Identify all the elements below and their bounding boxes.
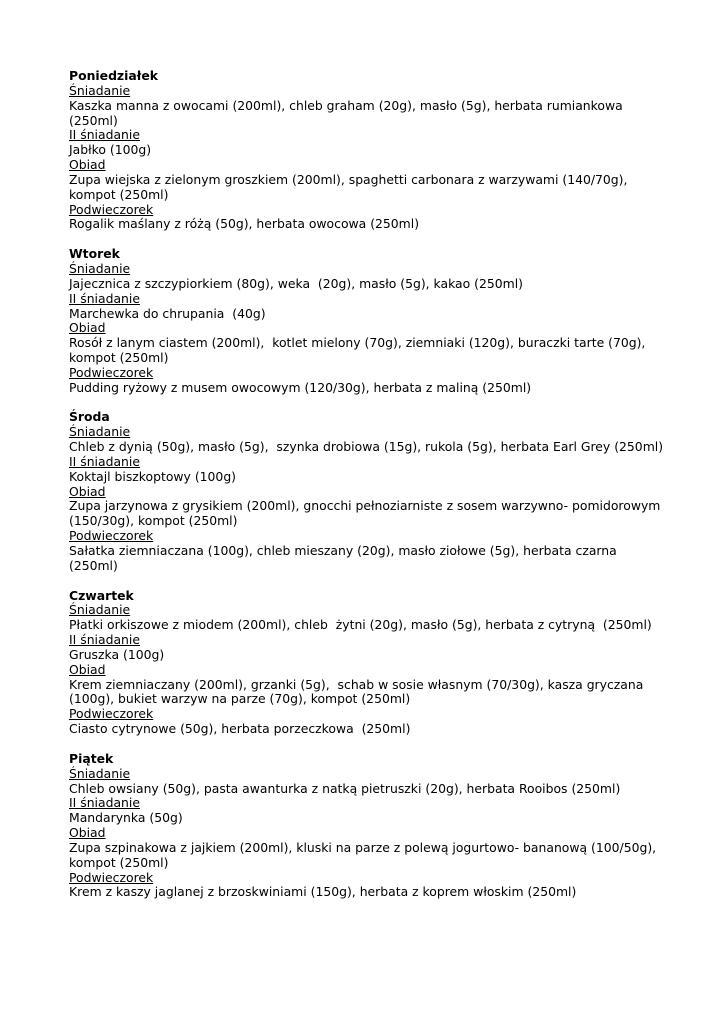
day-friday: [69, 752, 669, 900]
meal-text-snack: Rogalik maślany z różą (50g), herbata owocowa (250ml): [69, 216, 420, 232]
meal-text-lunch: Krem ziemniaczany (200ml), grzanki (5g), schab w sosie własnym (70/30g), kasza gryczana (100g), bukiet warzyw na parze (70g), kompot (250ml): [69, 676, 648, 707]
meal-label-breakfast: Śniadanie: [69, 765, 131, 781]
meal-label-lunch: Obiad: [69, 320, 106, 336]
meal-label-breakfast: Śniadanie: [69, 260, 131, 276]
meal-label-second-breakfast: II śniadanie: [69, 795, 140, 811]
menu-document: [69, 69, 669, 915]
meal-label-snack: Podwieczorek: [69, 706, 154, 722]
meal-text-breakfast: Jajecznica z szczypiorkiem (80g), weka (20g), masło (5g), kakao (250ml): [69, 275, 523, 291]
meal-text-second-breakfast: Gruszka (100g): [69, 646, 165, 662]
meal-text-snack: Ciasto cytrynowe (50g), herbata porzeczkowa (250ml): [69, 721, 411, 737]
meal-label-lunch: Obiad: [69, 661, 106, 677]
meal-text-lunch: Zupa wiejska z zielonym groszkiem (200ml), spaghetti carbonara z warzywami (140/70g), kompot (250ml): [69, 171, 632, 202]
day-title: Czwartek: [69, 587, 134, 603]
day-title: Poniedziałek: [69, 68, 158, 83]
meal-text-lunch: Zupa jarzynowa z grysikiem (200ml), gnocchi pełnoziarniste z sosem warzywno- pomidorowym (150/30g), kompot (250ml): [69, 498, 665, 529]
meal-text-second-breakfast: Jabłko (100g): [69, 142, 152, 158]
day-tuesday: [69, 247, 669, 395]
meal-text-snack: Sałatka ziemniaczana (100g), chleb mieszany (20g), masło ziołowe (5g), herbata czarna (250ml): [69, 543, 621, 573]
meal-text-lunch: Zupa szpinakowa z jajkiem (200ml), kluski na parze z polewą jogurtowo- bananową (100/50g), kompot (250ml): [69, 839, 661, 870]
meal-label-lunch: Obiad: [69, 483, 106, 499]
day-wednesday: [69, 410, 669, 573]
meal-text-breakfast: Chleb z dynią (50g), masło (5g), szynka drobiowa (15g), rukola (5g), herbata Earl Grey (250ml): [69, 439, 664, 455]
meal-text-second-breakfast: Mandarynka (50g): [69, 810, 183, 826]
meal-label-snack: Podwieczorek: [69, 528, 154, 544]
meal-label-second-breakfast: II śniadanie: [69, 453, 140, 469]
meal-text-breakfast: Płatki orkiszowe z miodem (200ml), chleb żytni (20g), masło (5g), herbata z cytryną (250ml): [69, 617, 652, 633]
day-title: Środa: [69, 409, 110, 425]
meal-label-snack: Podwieczorek: [69, 364, 154, 380]
day-monday: [69, 69, 669, 232]
meal-label-second-breakfast: II śniadanie: [69, 127, 140, 143]
meal-text-snack: Pudding ryżowy z musem owocowym (120/30g), herbata z maliną (250ml): [69, 379, 532, 395]
meal-text-snack: Krem z kaszy jaglanej z brzoskwiniami (150g), herbata z koprem włoskim (250ml): [69, 884, 577, 900]
meal-label-breakfast: Śniadanie: [69, 82, 131, 98]
meal-label-lunch: Obiad: [69, 825, 106, 841]
day-thursday: [69, 589, 669, 737]
meal-label-snack: Podwieczorek: [69, 201, 154, 217]
day-title: Wtorek: [69, 246, 120, 262]
meal-label-lunch: Obiad: [69, 157, 106, 173]
meal-label-breakfast: Śniadanie: [69, 602, 131, 618]
meal-text-second-breakfast: Koktajl biszkoptowy (100g): [69, 468, 237, 484]
meal-text-breakfast: Chleb owsiany (50g), pasta awanturka z natką pietruszki (20g), herbata Rooibos (250ml): [69, 780, 621, 796]
meal-label-breakfast: Śniadanie: [69, 424, 131, 440]
meal-label-second-breakfast: II śniadanie: [69, 632, 140, 648]
meal-text-second-breakfast: Marchewka do chrupania (40g): [69, 305, 266, 321]
meal-text-lunch: Rosół z lanym ciastem (200ml), kotlet mielony (70g), ziemniaki (120g), buraczki tarte (70g), kompot (250ml): [69, 335, 650, 366]
meal-label-second-breakfast: II śniadanie: [69, 290, 140, 306]
meal-text-breakfast: Kaszka manna z owocami (200ml), chleb graham (20g), masło (5g), herbata rumiankowa (250ml): [69, 97, 627, 128]
meal-label-snack: Podwieczorek: [69, 869, 154, 885]
day-title: Piątek: [69, 750, 114, 766]
